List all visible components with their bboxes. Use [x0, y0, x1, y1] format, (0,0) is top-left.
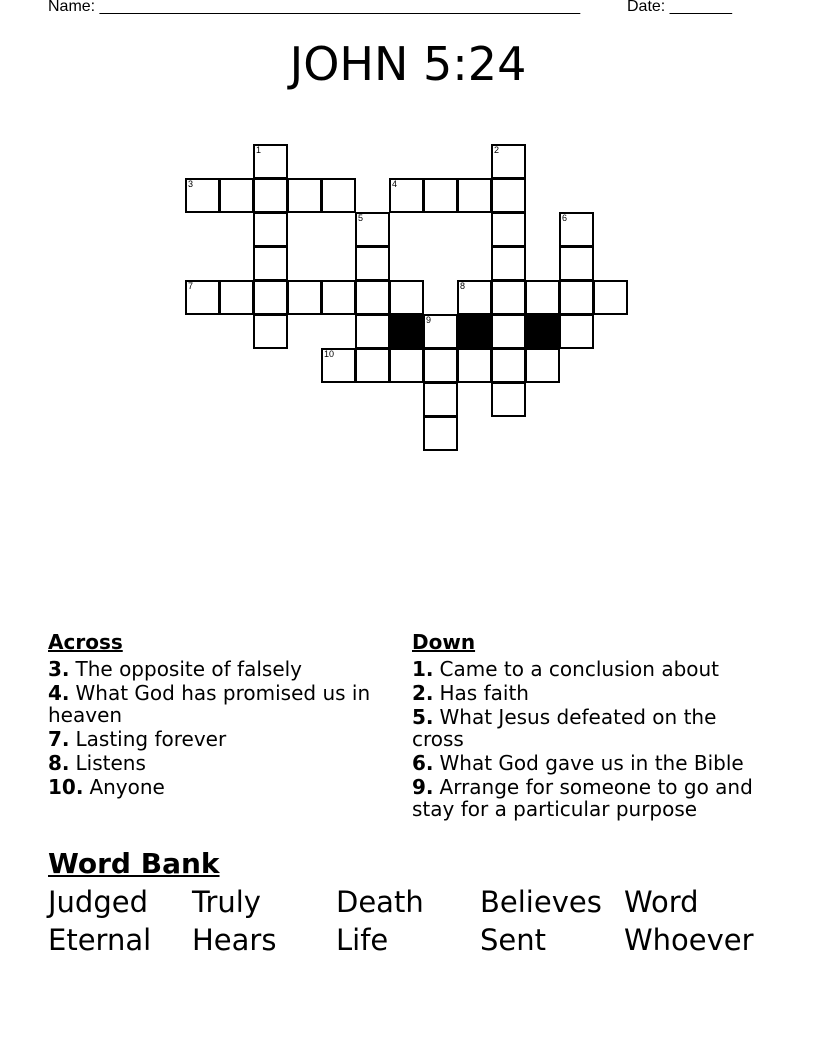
cell-number: 10: [324, 349, 335, 359]
cell-number: 2: [494, 145, 500, 155]
crossword-cell[interactable]: [389, 178, 424, 213]
cell-number: 4: [392, 179, 398, 189]
cell-number: 9: [426, 315, 432, 325]
word-bank-title: Word Bank: [48, 847, 220, 880]
down-heading: Down: [412, 630, 476, 654]
word-bank-word: Believes: [480, 885, 602, 919]
crossword-cell[interactable]: [287, 178, 322, 213]
clue-text: What Jesus defeated on the cross: [412, 705, 717, 751]
crossword-cell[interactable]: [491, 144, 526, 179]
crossword-cell[interactable]: [593, 280, 628, 315]
crossword-cell[interactable]: [321, 280, 356, 315]
crossword-cell[interactable]: [423, 416, 458, 451]
clue-text: Arrange for someone to go and stay for a particular purpose: [412, 775, 753, 821]
crossword-black-cell: [457, 314, 492, 349]
across-clue: [48, 728, 388, 750]
page-title: JOHN 5:24: [289, 37, 527, 91]
across-clues: [48, 630, 388, 800]
crossword-cell[interactable]: [355, 348, 390, 383]
clue-number: 2.: [412, 681, 434, 705]
clue-number: 1.: [412, 657, 434, 681]
crossword-cell[interactable]: [253, 280, 288, 315]
crossword-cell[interactable]: [389, 348, 424, 383]
clue-text: Anyone: [89, 775, 165, 799]
down-clue: [412, 752, 762, 774]
across-clue: [48, 682, 388, 726]
crossword-cell[interactable]: [253, 212, 288, 247]
down-clue: [412, 776, 762, 820]
crossword-cell[interactable]: [355, 314, 390, 349]
crossword-cell[interactable]: [253, 314, 288, 349]
crossword-cell[interactable]: [355, 212, 390, 247]
crossword-cell[interactable]: [491, 246, 526, 281]
crossword-cell[interactable]: [525, 280, 560, 315]
word-bank-word: Truly: [192, 885, 261, 919]
crossword-black-cell: [525, 314, 560, 349]
clue-number: 3.: [48, 657, 70, 681]
down-clue: [412, 658, 762, 680]
down-clue-list: [412, 658, 762, 820]
crossword-cell[interactable]: [253, 246, 288, 281]
crossword-cell[interactable]: [491, 314, 526, 349]
crossword-cell[interactable]: [559, 280, 594, 315]
clue-number: 8.: [48, 751, 70, 775]
cell-number: 3: [188, 179, 194, 189]
cell-number: 8: [460, 281, 466, 291]
crossword-cell[interactable]: [219, 280, 254, 315]
crossword-cell[interactable]: [457, 348, 492, 383]
crossword-cell[interactable]: [219, 178, 254, 213]
crossword-cell[interactable]: [559, 314, 594, 349]
cell-number: 6: [562, 213, 568, 223]
crossword-cell[interactable]: [355, 246, 390, 281]
crossword-cell[interactable]: [491, 348, 526, 383]
crossword-cell[interactable]: [321, 178, 356, 213]
crossword-cell[interactable]: [423, 178, 458, 213]
crossword-cell[interactable]: [491, 382, 526, 417]
across-clue: [48, 752, 388, 774]
word-bank-word: Hears: [192, 923, 277, 957]
crossword-black-cell: [389, 314, 424, 349]
date-field-line: Date: _______: [627, 0, 732, 15]
cell-number: 7: [188, 281, 194, 291]
across-clue: [48, 658, 388, 680]
name-field-line: Name: ______________________________________________________: [48, 0, 581, 15]
crossword-cell[interactable]: [185, 280, 220, 315]
clue-text: What God has promised us in heaven: [48, 681, 371, 727]
crossword-cell[interactable]: [253, 144, 288, 179]
crossword-cell[interactable]: [423, 382, 458, 417]
word-bank-word: Word: [624, 885, 699, 919]
across-clue: [48, 776, 388, 798]
crossword-cell[interactable]: [559, 246, 594, 281]
clue-text: Listens: [75, 751, 146, 775]
crossword-cell[interactable]: [321, 348, 356, 383]
crossword-cell[interactable]: [491, 178, 526, 213]
word-bank-list: [48, 885, 788, 957]
word-bank-word: Judged: [48, 885, 148, 919]
crossword-cell[interactable]: [185, 178, 220, 213]
clue-number: 9.: [412, 775, 434, 799]
word-bank-word: Sent: [480, 923, 547, 957]
cell-number: 1: [256, 145, 262, 155]
word-bank-word: Whoever: [624, 923, 754, 957]
clue-text: The opposite of falsely: [75, 657, 303, 681]
clue-number: 7.: [48, 727, 70, 751]
crossword-cell[interactable]: [423, 314, 458, 349]
clue-text: Has faith: [439, 681, 529, 705]
word-bank: [48, 847, 788, 957]
down-clue: [412, 682, 762, 704]
clue-number: 6.: [412, 751, 434, 775]
crossword-cell[interactable]: [491, 280, 526, 315]
clue-number: 5.: [412, 705, 434, 729]
clue-number: 4.: [48, 681, 70, 705]
clue-text: What God gave us in the Bible: [439, 751, 744, 775]
cell-number: 5: [358, 213, 364, 223]
crossword-cell[interactable]: [559, 212, 594, 247]
clue-number: 10.: [48, 775, 84, 799]
crossword-cell[interactable]: [491, 212, 526, 247]
crossword-cell[interactable]: [457, 178, 492, 213]
crossword-cell[interactable]: [355, 280, 390, 315]
crossword-cell[interactable]: [287, 280, 322, 315]
clue-text: Lasting forever: [75, 727, 227, 751]
down-clue: [412, 706, 762, 750]
across-heading: Across: [48, 630, 123, 654]
word-bank-word: Life: [336, 923, 389, 957]
crossword-cell[interactable]: [253, 178, 288, 213]
crossword-cell[interactable]: [423, 348, 458, 383]
word-bank-word: Death: [336, 885, 424, 919]
clue-text: Came to a conclusion about: [439, 657, 720, 681]
crossword-cell[interactable]: [389, 280, 424, 315]
down-clues: [412, 630, 762, 822]
crossword-cell[interactable]: [525, 348, 560, 383]
word-bank-word: Eternal: [48, 923, 152, 957]
across-clue-list: [48, 658, 388, 798]
crossword-cell[interactable]: [457, 280, 492, 315]
